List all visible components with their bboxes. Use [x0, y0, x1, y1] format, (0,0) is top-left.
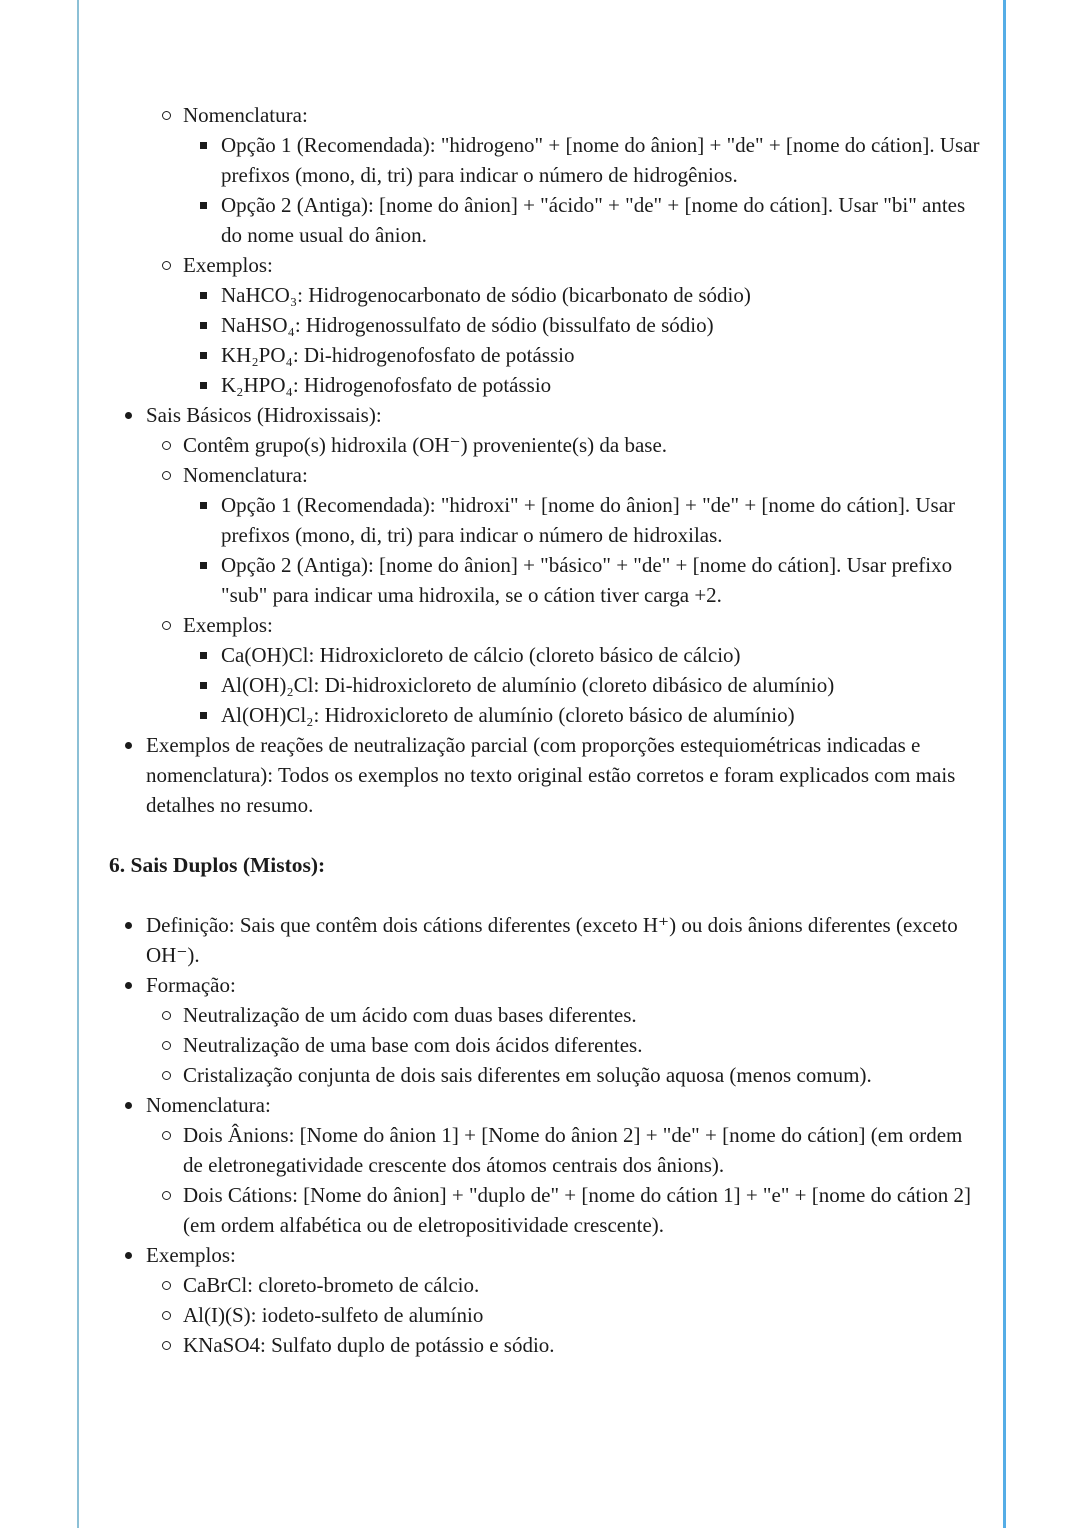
list-item [105, 370, 981, 400]
circle-bullet-icon [162, 1180, 183, 1200]
list-item-text: Exemplos de reações de neutralização parcial (com proporções estequiométricas indicadas e nomenclatura): Todos os exemplos no texto original estão corretos e foram explicados com mais detalhes no resumo. [146, 733, 956, 817]
circle-bullet-icon [162, 250, 183, 270]
list-item-text: Formação: [146, 973, 236, 997]
list-item [105, 640, 981, 670]
list-item [105, 100, 981, 130]
list-item-text: Exemplos: [183, 613, 273, 637]
list-item [105, 1240, 981, 1270]
list-item [105, 610, 981, 640]
list-item [105, 340, 981, 370]
list-item [105, 1030, 981, 1060]
square-bullet-icon [200, 310, 221, 329]
circle-bullet-icon [162, 1060, 183, 1080]
circle-bullet-icon [162, 460, 183, 480]
list-item-text: Exemplos: [146, 1243, 236, 1267]
list-item-text: Al(OH)Cl₂: Hidroxicloreto de alumínio (cloreto básico de alumínio) [221, 703, 795, 727]
circle-bullet-icon [162, 1000, 183, 1020]
list-item [105, 1120, 981, 1180]
list-item-text: Opção 2 (Antiga): [nome do ânion] + "básico" + "de" + [nome do cátion]. Usar prefixo "sub" para indicar uma hidroxila, se o cátion tiver carga +2. [221, 553, 953, 607]
right-border-line [1003, 0, 1006, 1528]
list-item-text: Sais Básicos (Hidroxissais): [146, 403, 382, 427]
list-item-text: Contêm grupo(s) hidroxila (OH⁻) proveniente(s) da base. [183, 433, 668, 457]
square-bullet-icon [200, 370, 221, 389]
square-bullet-icon [200, 190, 221, 209]
square-bullet-icon [200, 130, 221, 149]
circle-bullet-icon [162, 610, 183, 630]
list-item-text: Dois Ânions: [Nome do ânion 1] + [Nome do ânion 2] + "de" + [nome do cátion] (em ordem de eletronegatividade crescente dos átomos centrais dos ânions). [183, 1123, 963, 1177]
section-heading-text: 6. Sais Duplos (Mistos): [109, 853, 326, 877]
list-item-text: Opção 1 (Recomendada): "hidrogeno" + [nome do ânion] + "de" + [nome do cátion]. Usar prefixos (mono, di, tri) para indicar o número de hidrogênios. [221, 133, 980, 187]
list-item-text: Dois Cátions: [Nome do ânion] + "duplo de" + [nome do cátion 1] + "e" + [nome do cátion 2] (em ordem alfabética ou de eletropositividade crescente). [183, 1183, 971, 1237]
square-bullet-icon [200, 670, 221, 689]
square-bullet-icon [200, 700, 221, 719]
list-item-text: Definição: Sais que contêm dois cátions diferentes (exceto H⁺) ou dois ânions diferentes (exceto OH⁻). [146, 913, 958, 967]
disc-bullet-icon [125, 970, 146, 989]
circle-bullet-icon [162, 1120, 183, 1140]
list-item-text: KNaSO4: Sulfato duplo de potássio e sódio. [183, 1333, 555, 1357]
circle-bullet-icon [162, 100, 183, 120]
circle-bullet-icon [162, 430, 183, 450]
list-item-text: Nomenclatura: [183, 463, 308, 487]
disc-bullet-icon [125, 730, 146, 749]
list-item [105, 670, 981, 700]
list-item-text: Al(OH)₂Cl: Di-hidroxicloreto de alumínio (cloreto dibásico de alumínio) [221, 673, 835, 697]
list-item-text: Opção 2 (Antiga): [nome do ânion] + "ácido" + "de" + [nome do cátion]. Usar "bi" antes do nome usual do ânion. [221, 193, 966, 247]
list-item [105, 1000, 981, 1030]
circle-bullet-icon [162, 1270, 183, 1290]
list-item [105, 250, 981, 280]
list-item [105, 1180, 981, 1240]
list-item [105, 1270, 981, 1300]
list-item [105, 490, 981, 550]
list-item-text: Opção 1 (Recomendada): "hidroxi" + [nome do ânion] + "de" + [nome do cátion]. Usar prefixos (mono, di, tri) para indicar o número de hidroxilas. [221, 493, 956, 547]
list-item-text: Al(I)(S): iodeto-sulfeto de alumínio [183, 1303, 484, 1327]
list-item [105, 130, 981, 190]
circle-bullet-icon [162, 1300, 183, 1320]
square-bullet-icon [200, 340, 221, 359]
list-item [105, 190, 981, 250]
list-item-text: Nomenclatura: [183, 103, 308, 127]
list-item [105, 460, 981, 490]
list-item [105, 400, 981, 430]
list-item [105, 1060, 981, 1090]
list-item [105, 910, 981, 970]
list-item-text: K₂HPO₄: Hidrogenofosfato de potássio [221, 373, 552, 397]
square-bullet-icon [200, 280, 221, 299]
list-item [105, 700, 981, 730]
list-item [105, 310, 981, 340]
disc-bullet-icon [125, 1240, 146, 1259]
list-item-text: Cristalização conjunta de dois sais diferentes em solução aquosa (menos comum). [183, 1063, 872, 1087]
circle-bullet-icon [162, 1030, 183, 1050]
disc-bullet-icon [125, 910, 146, 929]
list-item [105, 430, 981, 460]
square-bullet-icon [200, 490, 221, 509]
section-heading [105, 850, 981, 880]
circle-bullet-icon [162, 1330, 183, 1350]
square-bullet-icon [200, 550, 221, 569]
list-item [105, 1090, 981, 1120]
list-item [105, 970, 981, 1000]
list-item [105, 280, 981, 310]
list-item-text: NaHCO₃: Hidrogenocarbonato de sódio (bicarbonato de sódio) [221, 283, 751, 307]
list-item-text: Exemplos: [183, 253, 273, 277]
list-item-text: Ca(OH)Cl: Hidroxicloreto de cálcio (cloreto básico de cálcio) [221, 643, 741, 667]
list-item-text: Nomenclatura: [146, 1093, 271, 1117]
list-item [105, 550, 981, 610]
list-item-text: Neutralização de um ácido com duas bases diferentes. [183, 1003, 637, 1027]
list-item [105, 730, 981, 820]
list-item [105, 1300, 981, 1330]
disc-bullet-icon [125, 400, 146, 419]
square-bullet-icon [200, 640, 221, 659]
list-item-text: KH₂PO₄: Di-hidrogenofosfato de potássio [221, 343, 575, 367]
list-item-text: CaBrCl: cloreto-brometo de cálcio. [183, 1273, 480, 1297]
list-item-text: Neutralização de uma base com dois ácidos diferentes. [183, 1033, 643, 1057]
left-border-line [77, 0, 79, 1528]
document-body [105, 100, 981, 1360]
list-item [105, 1330, 981, 1360]
list-item-text: NaHSO₄: Hidrogenossulfato de sódio (bissulfato de sódio) [221, 313, 714, 337]
disc-bullet-icon [125, 1090, 146, 1109]
